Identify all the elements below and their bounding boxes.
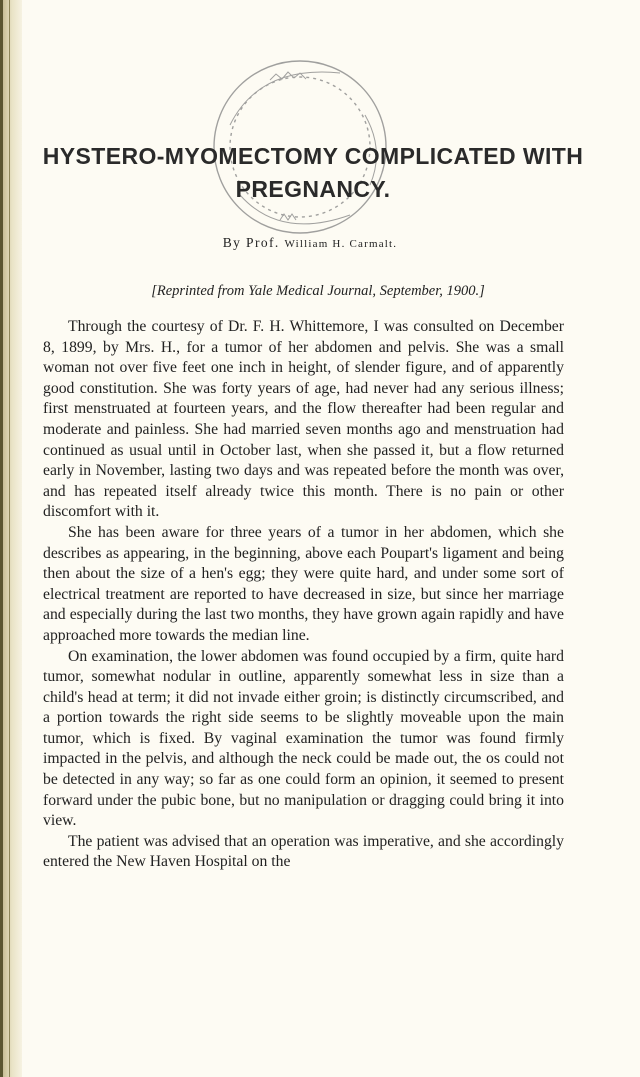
article-title-line-1: HYSTERO-MYOMECTOMY COMPLICATED WITH bbox=[42, 143, 584, 169]
article-title-line-2: PREGNANCY. bbox=[235, 176, 391, 202]
byline-author: William H. Carmalt. bbox=[284, 238, 398, 250]
spine-binding-line-inner bbox=[9, 0, 10, 1077]
body-paragraph: On examination, the lower abdomen was found occupied by a firm, quite hard tumor, somewhat nodular in outline, apparently somewhat less in size than a child's head at term; it did not invade either groin; is distinctly circumscribed, and a portion towards the right side seems to be slightly moveable upon the main tumor, which is fixed. By vaginal examination the tumor was found firmly impacted in the pelvis, and although the neck could be made out, the os could not be detected in any way; so far as one could form an opinion, it seemed to present forward under the pubic bone, but no manipulation or dragging could bring it into view. bbox=[43, 647, 564, 830]
byline-prefix: By Prof. bbox=[222, 235, 280, 250]
author-byline bbox=[0, 235, 620, 251]
reprint-note-text: [Reprinted from Yale Medical Journal, September, 1900.] bbox=[151, 283, 485, 299]
body-paragraph: Through the courtesy of Dr. F. H. Whittemore, I was consulted on December 8, 1899, by Mrs. H., for a tumor of her abdomen and pelvis. She was a small woman not over five feet one inch in height, of slender figure, and of apparently good constitution. She was forty years of age, had never had any serious illness; first menstruated at fourteen years, and the flow thereafter had been regular and moderate and painless. She had married seven months ago and menstruation had continued as usual until in October last, when she passed it, but a flow returned early in November, lasting two days and was repeated before the month was over, and has repeated itself already twice this month. There is no pain or other discomfort with it. bbox=[43, 318, 564, 521]
spine-binding-line bbox=[0, 0, 3, 1077]
body-paragraph: The patient was advised that an operation was imperative, and she accordingly entered the New Haven Hospital on the bbox=[43, 832, 564, 871]
article-body bbox=[43, 317, 564, 873]
reprint-note bbox=[0, 283, 636, 300]
book-spine-edge bbox=[0, 0, 22, 1077]
body-paragraph: She has been aware for three years of a tumor in her abdomen, which she describes as appearing, in the beginning, above each Poupart's ligament and being then about the size of a hen's egg; they were quite hard, and under some sort of electrical treatment are reported to have decreased in size, but since her marriage and especially during the last two months, they have grown again rapidly and have approached more towards the median line. bbox=[43, 523, 564, 644]
